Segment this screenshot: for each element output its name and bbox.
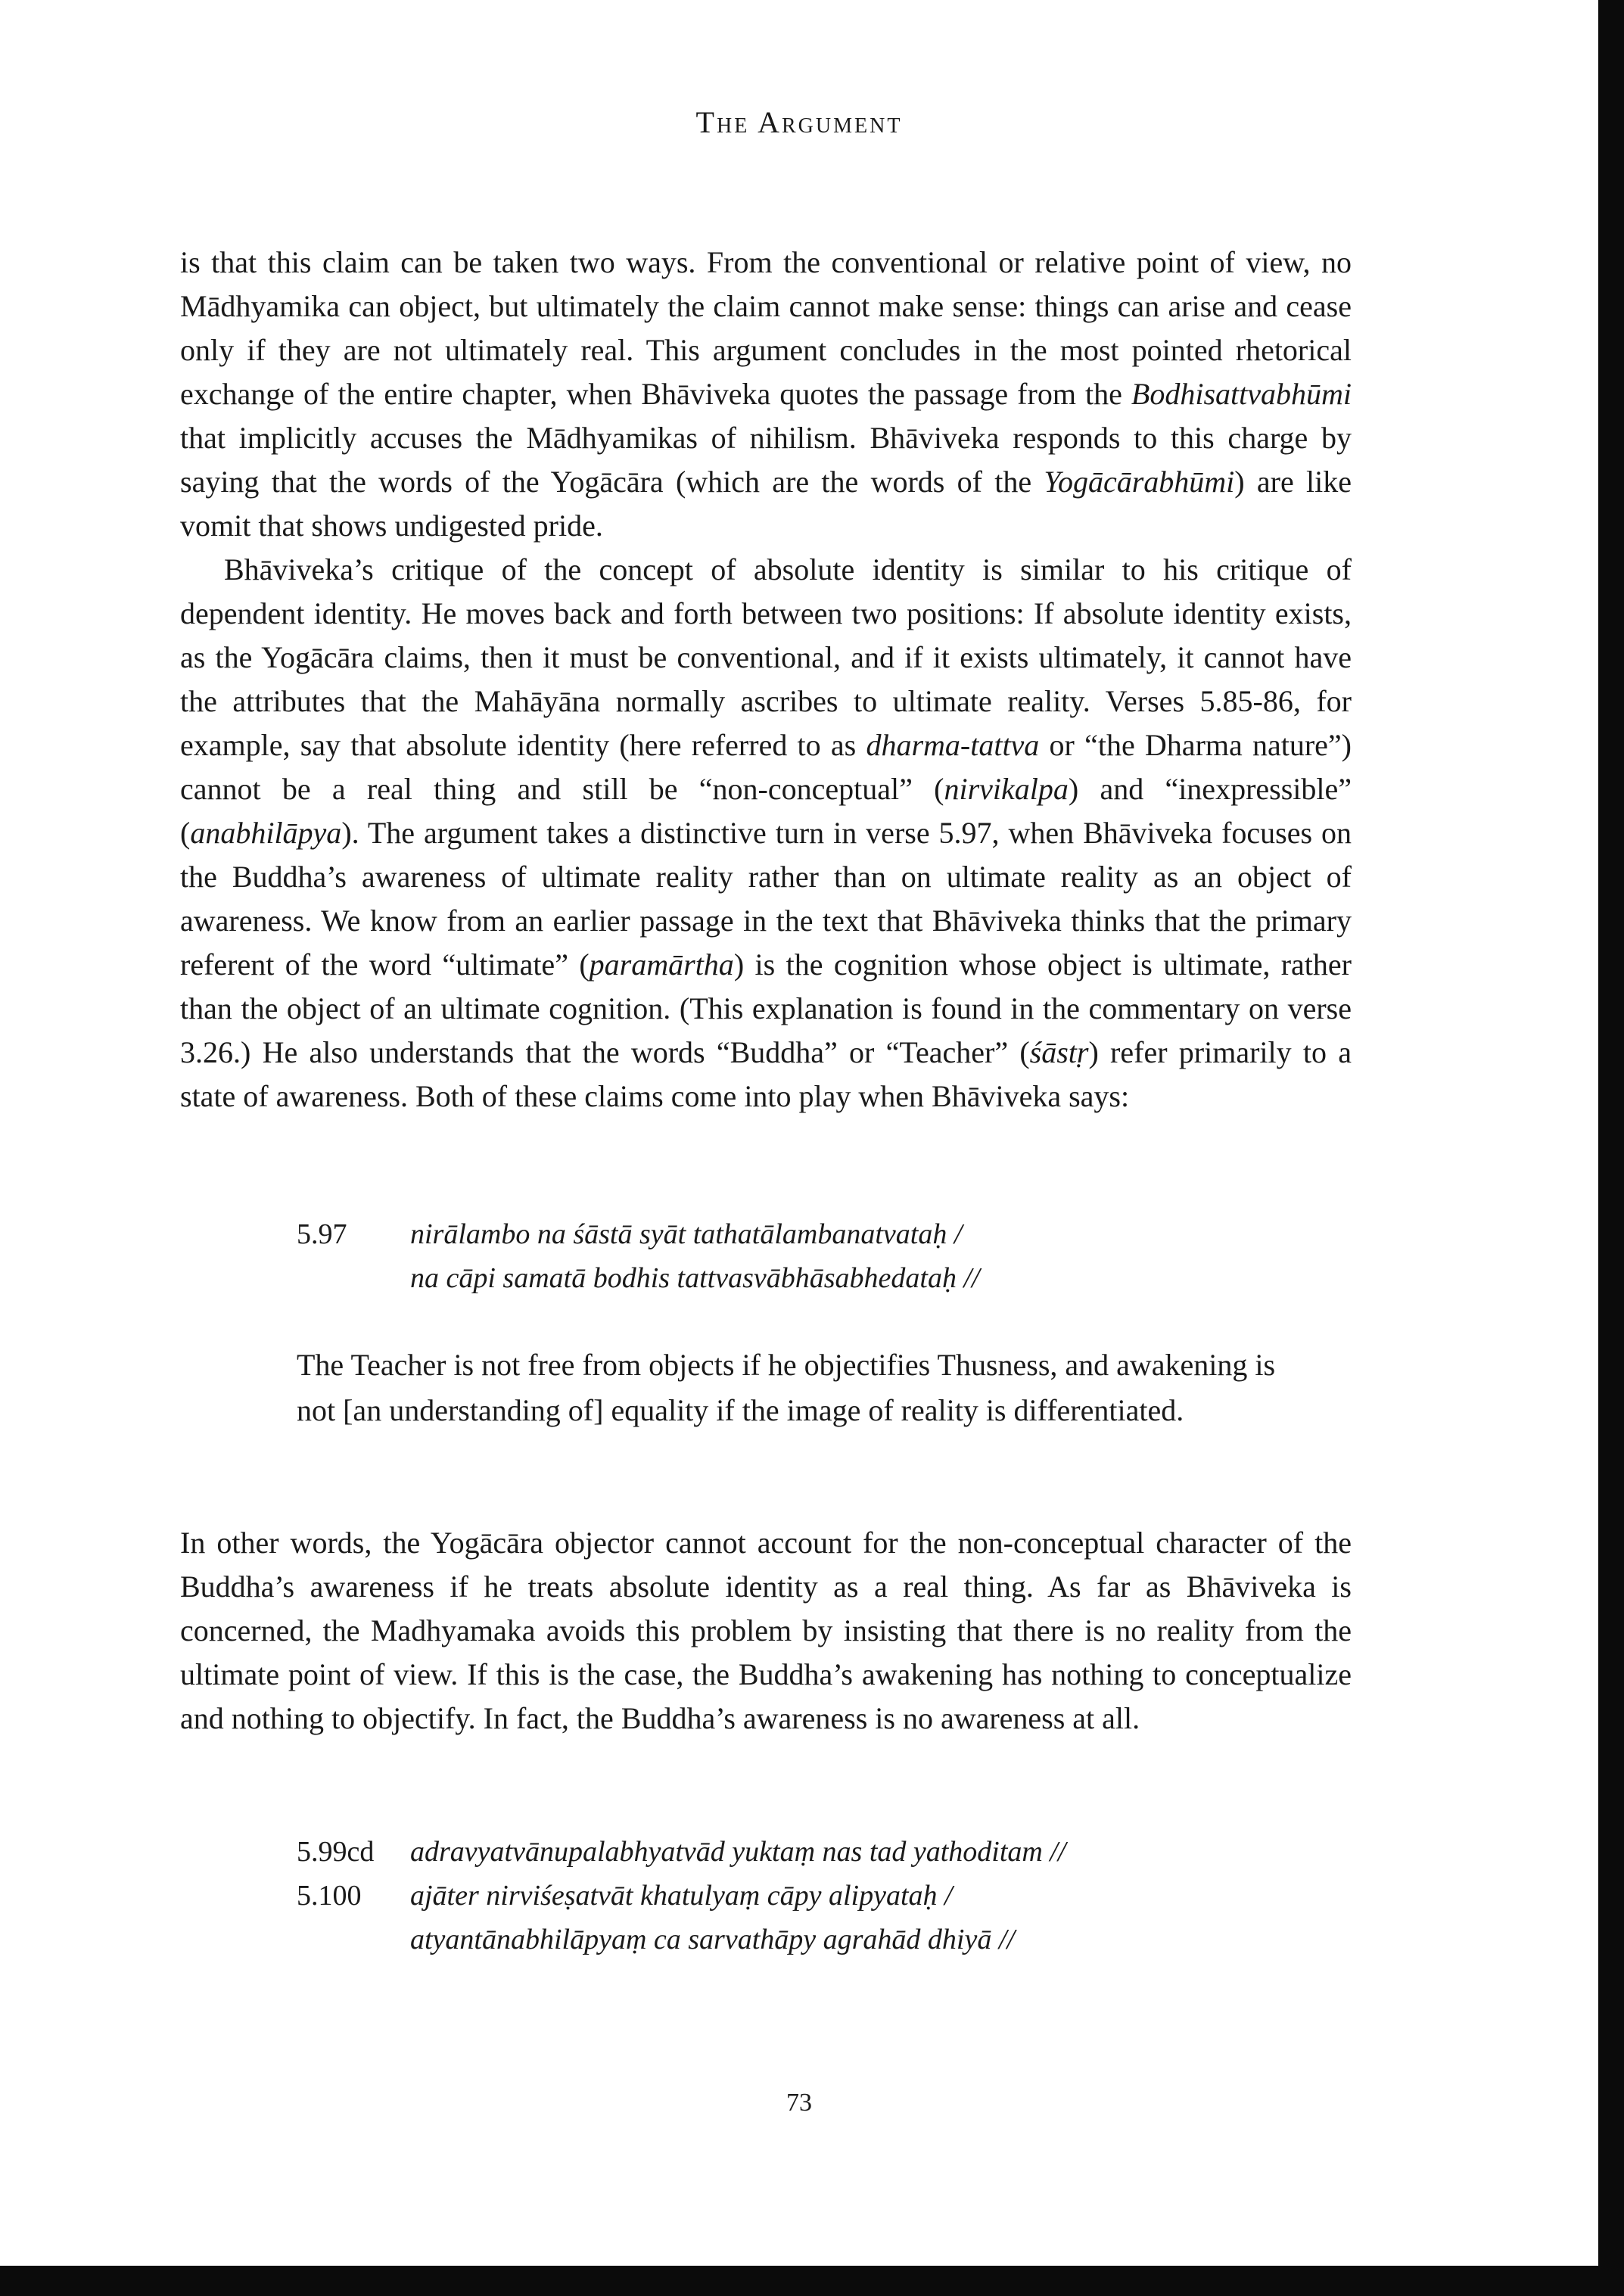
verse-line: nirālambo na śāstā syāt tathatālambanatvataḥ / <box>410 1218 963 1250</box>
term-paramartha: paramārtha <box>589 947 734 982</box>
term-anabhilapya: anabhilāpya <box>190 816 342 850</box>
verse-block-5-99-5-100 <box>297 1830 1066 1962</box>
scan-edge-bottom <box>0 2266 1624 2296</box>
verse-number: 5.99cd <box>297 1836 375 1868</box>
verse-translation: The Teacher is not free from objects if he objectifies Thusness, and awakening is not [an understanding of] equality if the image of reality is differentiated. <box>297 1348 1276 1427</box>
verse-line: na cāpi samatā bodhis tattvasvābhāsabhedataḥ // <box>410 1262 980 1294</box>
paragraph-2: Bhāviveka’s critique of the concept of absolute identity is similar to his critique of dependent identity. He moves back and forth between two positions: If absolute identity exists, as the Yogācāra claims, then it must be conventional, and if it exists ultimately, it cannot have the attributes that the Mahāyāna normally ascribes to ultimate reality. Verses 5.85-86, for example, say that absolute identity (here referred to as dharma-tattva or “the Dharma nature”) cannot be a real thing and still be “non-conceptual” (nirvikalpa) and “inexpressible” (anabhilāpya). The argument takes a distinctive turn in verse 5.97, when Bhāviveka focuses on the Buddha’s awareness of ultimate reality rather than on ultimate reality as an object of awareness. We know from an earlier passage in the text that Bhāviveka thinks that the primary referent of the word “ultimate” (paramārtha) is the cognition whose object is ultimate, rather than the object of an ultimate cognition. (This explanation is found in the commentary on verse 3.26.) He also understands that the words “Buddha” or “Teacher” (śāstṛ) refer primarily to a state of awareness. Both of these claims come into play when Bhāviveka says: <box>180 552 1352 1113</box>
page-number: 73 <box>786 2089 812 2117</box>
term-nirvikalpa: nirvikalpa <box>944 772 1069 806</box>
term-dharma-tattva: dharma-tattva <box>866 728 1040 762</box>
verse-line: ajāter nirviśeṣatvāt khatulyaṃ cāpy alipyataḥ / <box>410 1880 953 1912</box>
book-title-bodhisattvabhumi: Bodhisattvabhūmi <box>1131 377 1352 411</box>
running-head: The Argument <box>695 105 903 139</box>
verse-block-5-97 <box>297 1212 980 1300</box>
verse-number: 5.97 <box>297 1218 347 1250</box>
paragraph-3: In other words, the Yogācāra objector cannot account for the non-conceptual character of the Buddha’s awareness if he treats absolute identity as a real thing. As far as Bhāviveka is concerned, the Madhyamaka avoids this problem by insisting that there is no reality from the ultimate point of view. If this is the case, the Buddha’s awakening has nothing to conceptualize and nothing to objectify. In fact, the Buddha’s awareness is no awareness at all. <box>180 1526 1352 1735</box>
term-sastr: śāstṛ <box>1029 1035 1089 1069</box>
verse-line: adravyatvānupalabhyatvād yuktaṃ nas tad yathoditam // <box>410 1836 1066 1868</box>
paragraph-1: is that this claim can be taken two ways. From the conventional or relative point of view, no Mādhyamika can object, but ultimately the claim cannot make sense: things can arise and cease only if they are not ultimately real. This argument concludes in the most pointed rhetorical exchange of the entire chapter, when Bhāviveka quotes the passage from the Bodhisattvabhūmi that implicitly accuses the Mādhyamikas of nihilism. Bhāviveka responds to this charge by saying that the words of the Yogācāra (which are the words of the Yogācārabhūmi) are like vomit that shows undigested pride. <box>180 245 1352 543</box>
book-title-yogacarabhumi: Yogācārabhūmi <box>1044 465 1235 499</box>
verse-line: atyantānabhilāpyaṃ ca sarvathāpy agrahād dhiyā // <box>410 1924 1015 1955</box>
verse-number: 5.100 <box>297 1880 362 1912</box>
scan-edge-right <box>1598 0 1624 2296</box>
